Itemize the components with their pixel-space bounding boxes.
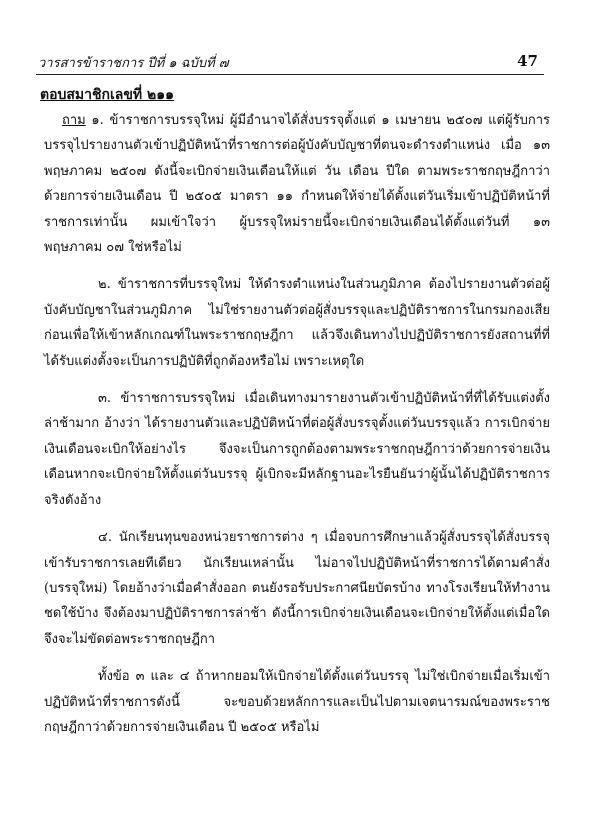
journal-title: วารสารข้าราชการ ปีที่ ๑ ฉบับที่ ๗ [38, 56, 229, 71]
header-divider [36, 74, 544, 75]
page-header [38, 52, 538, 72]
page-number: 47 [517, 52, 538, 70]
ask-label: ถาม [62, 113, 86, 128]
paragraph-1 [44, 108, 550, 260]
paragraph-3: ๓. ข้าราชการบรรจุใหม่ เมื่อเดินทางมารายงานตัวเข้าปฏิบัติหน้าที่ที่ได้รับแต่งตั้งล่าช้ามาก อ้างว่า ได้รายงานตัวและปฏิบัติหน้าที่ต่อผู้สั่งบรรจุตั้งแต่วันบรรจุแล้ว การเบิกจ่ายเงินเดือนจะเบิกให้อย่างไร จึงจะเป็นการถูกต้องตามพระราชกฤษฎีกาว่าด้วยการจ่ายเงินเดือนหากจะเบิกจ่ายให้ตั้งแต่วันบรรจุ ผู้เบิกจะมีหลักฐานอะไรยืนยันว่าผู้นั้นได้ปฏิบัติราชการจริงดังอ้าง [44, 391, 550, 508]
paragraph-1-text: ๑. ข้าราชการบรรจุใหม่ ผู้มีอำนาจได้สั่งบรรจุตั้งแต่ ๑ เมษายน ๒๕๐๗ แต่ผู้รับการบรรจุไปรายงานตัวเข้าปฏิบัติหน้าที่ราชการต่อผู้บังคับบัญชาที่ตนจะดำรงตำแหน่ง เมื่อ ๑๓ พฤษภาคม ๒๕๐๗ ดังนี้จะเบิกจ่ายเงินเดือนให้แต่ วัน เดือน ปีใด ตามพระราชกฤษฎีกาว่าด้วยการจ่ายเงินเดือน ปี ๒๕๐๕ มาตรา ๑๑ กำหนดให้จ่ายได้ตั้งแต่วันเริ่มเข้าปฏิบัติหน้าที่ราชการเท่านั้น ผมเข้าใจว่า ผู้บรรจุใหม่รายนี้จะเบิกจ่ายเงินเดือนได้ตั้งแต่วันที่ ๑๓ พฤษภาคม ๐๗ ใช่หรือไม่ [44, 113, 550, 256]
paragraph-2: ๒. ข้าราชการที่บรรจุใหม่ ให้ดำรงตำแหน่งในส่วนภูมิภาค ต้องไปรายงานตัวต่อผู้บังคับบัญชาในส่วนภูมิภาค ไม่ใช่รายงานตัวต่อผู้สั่งบรรจุและปฏิบัติราชการในกรมกองเสียก่อนเพื่อให้เข้าหลักเกณฑ์ในพระราชกฤษฎีกา แล้วจึงเดินทางไปปฏิบัติราชการยังสถานที่ที่ได้รับแต่งตั้งจะเป็นการปฏิบัติที่ถูกต้องหรือไม่ เพราะเหตุใด [44, 277, 550, 369]
paragraph-5: ทั้งข้อ ๓ และ ๔ ถ้าหากยอมให้เบิกจ่ายได้ตั้งแต่วันบรรจุ ไม่ใช่เบิกจ่ายเมื่อเริ่มเข้าปฏิบัติหน้าที่ราชการดังนี้ จะขอบด้วยหลักการและเป็นไปตามเจตนารมณ์ของพระราชกฤษฎีกาว่าด้วยการจ่ายเงินเดือน ปี ๒๕๐๕ หรือไม่ [44, 669, 550, 735]
question-title: ตอบสมาชิกเลขที่ ๒๑๑ [40, 87, 175, 103]
question-body [44, 108, 550, 752]
paragraph-4: ๔. นักเรียนทุนของหน่วยราชการต่าง ๆ เมื่อจบการศึกษาแล้วผู้สั่งบรรจุได้สั่งบรรจุเข้ารับราชการเลยทีเดียว นักเรียนเหล่านั้น ไม่อาจไปปฏิบัติหน้าที่ราชการได้ตามคำสั่ง (บรรจุใหม่) โดยอ้างว่าเมื่อคำสั่งออก ตนยังรอรับประกาศนียบัตรบ้าง ทางโรงเรียนให้ทำงานชดใช้บ้าง จึงต้องมาปฏิบัติราชการล่าช้า ดังนี้การเบิกจ่ายเงินเดือนจะเบิกจ่ายให้ตั้งแต่เมื่อใดจึงจะไม่ขัดต่อพระราชกฤษฎีกา [44, 530, 550, 647]
